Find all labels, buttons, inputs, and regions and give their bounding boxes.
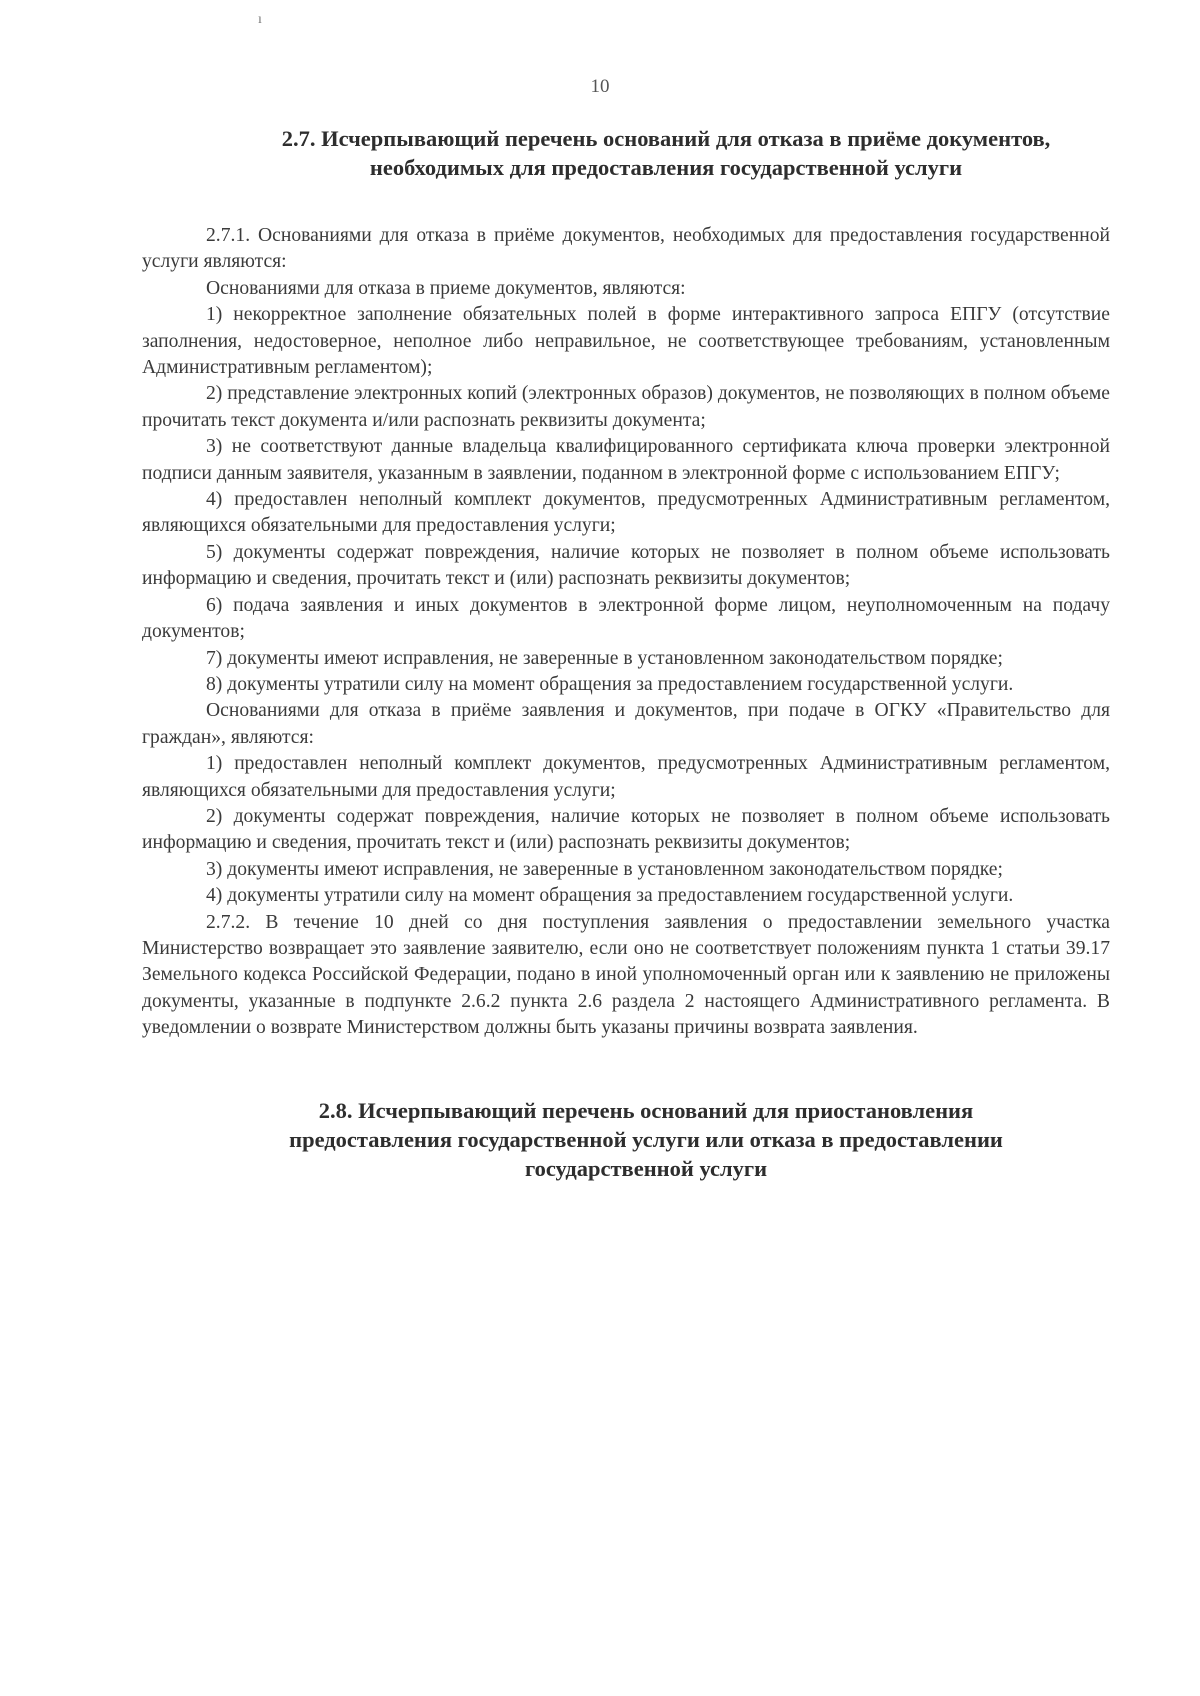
paragraph: 2.7.2. В течение 10 дней со дня поступления заявления о предоставлении земельного участка Министерство возвращает это заявление заявителю, если оно не соответствует положениям пункта 1 статьи 39.17 Земельного кодекса Российской Федерации, подано в иной уполномоченный орган или к заявлению не приложены документы, указанные в подпункте 2.6.2 пункта 2.6 раздела 2 настоящего Административного регламента. В уведомлении о возврате Министерством должны быть указаны причины возврата заявления. <box>142 911 1110 1039</box>
heading-line: 2.7. Исчерпывающий перечень оснований для отказа в приёме документов, <box>281 126 1051 151</box>
paragraph: 1) предоставлен неполный комплект документов, предусмотренных Административным регламентом, являющихся обязательными для предоставления услуги; <box>142 753 1110 801</box>
paragraph: 6) подача заявления и иных документов в электронной форме лицом, неуполномоченным на подачу документов; <box>142 594 1110 643</box>
section-2-8-heading <box>182 1096 1110 1183</box>
paragraph: 8) документы утратили силу на момент обращения за предоставлением государственной услуги. <box>206 673 1014 695</box>
paragraph: 1) некорректное заполнение обязательных полей в форме интерактивного запроса ЕПГУ (отсутствие заполнения, недостоверное, неполное либо неправильное, не соответствующее требованиям, установленным Административным регламентом); <box>142 304 1110 379</box>
scan-mark: ı <box>258 12 262 27</box>
heading-line: предоставления государственной услуги или отказа в предоставлении <box>289 1126 1003 1152</box>
page-content <box>142 124 1110 1183</box>
paragraph: 4) документы утратили силу на момент обращения за предоставлением государственной услуги. <box>206 885 1014 907</box>
heading-line: государственной услуги <box>524 1155 768 1181</box>
heading-line: необходимых для предоставления государственной услуги <box>369 155 963 180</box>
paragraph: 3) документы имеют исправления, не заверенные в установленном законодательством порядке; <box>206 858 1003 880</box>
paragraph: Основаниями для отказа в приёме заявления и документов, при подаче в ОГКУ «Правительство для граждан», являются: <box>142 700 1110 748</box>
paragraph: Основаниями для отказа в приеме документов, являются: <box>206 277 686 299</box>
paragraph: 3) не соответствуют данные владельца квалифицированного сертификата ключа проверки электронной подписи данным заявителя, указанным в заявлении, поданном в электронной форме с использованием ЕПГУ; <box>142 436 1110 484</box>
heading-line: 2.8. Исчерпывающий перечень оснований для приостановления <box>318 1097 974 1123</box>
section-2-7-body <box>142 223 1110 1042</box>
page-number: 10 <box>590 76 610 97</box>
paragraph: 2) представление электронных копий (электронных образов) документов, не позволяющих в полном объеме прочитать текст документа и/или распознать реквизиты документа; <box>142 383 1110 431</box>
paragraph: 4) предоставлен неполный комплект документов, предусмотренных Административным регламентом, являющихся обязательными для предоставления услуги; <box>142 489 1110 537</box>
paragraph: 5) документы содержат повреждения, наличие которых не позволяет в полном объеме использовать информацию и сведения, прочитать текст и (или) распознать реквизиты документов; <box>142 541 1110 590</box>
paragraph: 2) документы содержат повреждения, наличие которых не позволяет в полном объеме использовать информацию и сведения, прочитать текст и (или) распознать реквизиты документов; <box>142 805 1110 854</box>
paragraph: 2.7.1. Основаниями для отказа в приёме документов, необходимых для предоставления государственной услуги являются: <box>142 225 1110 273</box>
section-2-7-heading <box>222 124 1110 182</box>
paragraph: 7) документы имеют исправления, не заверенные в установленном законодательством порядке; <box>206 647 1003 669</box>
